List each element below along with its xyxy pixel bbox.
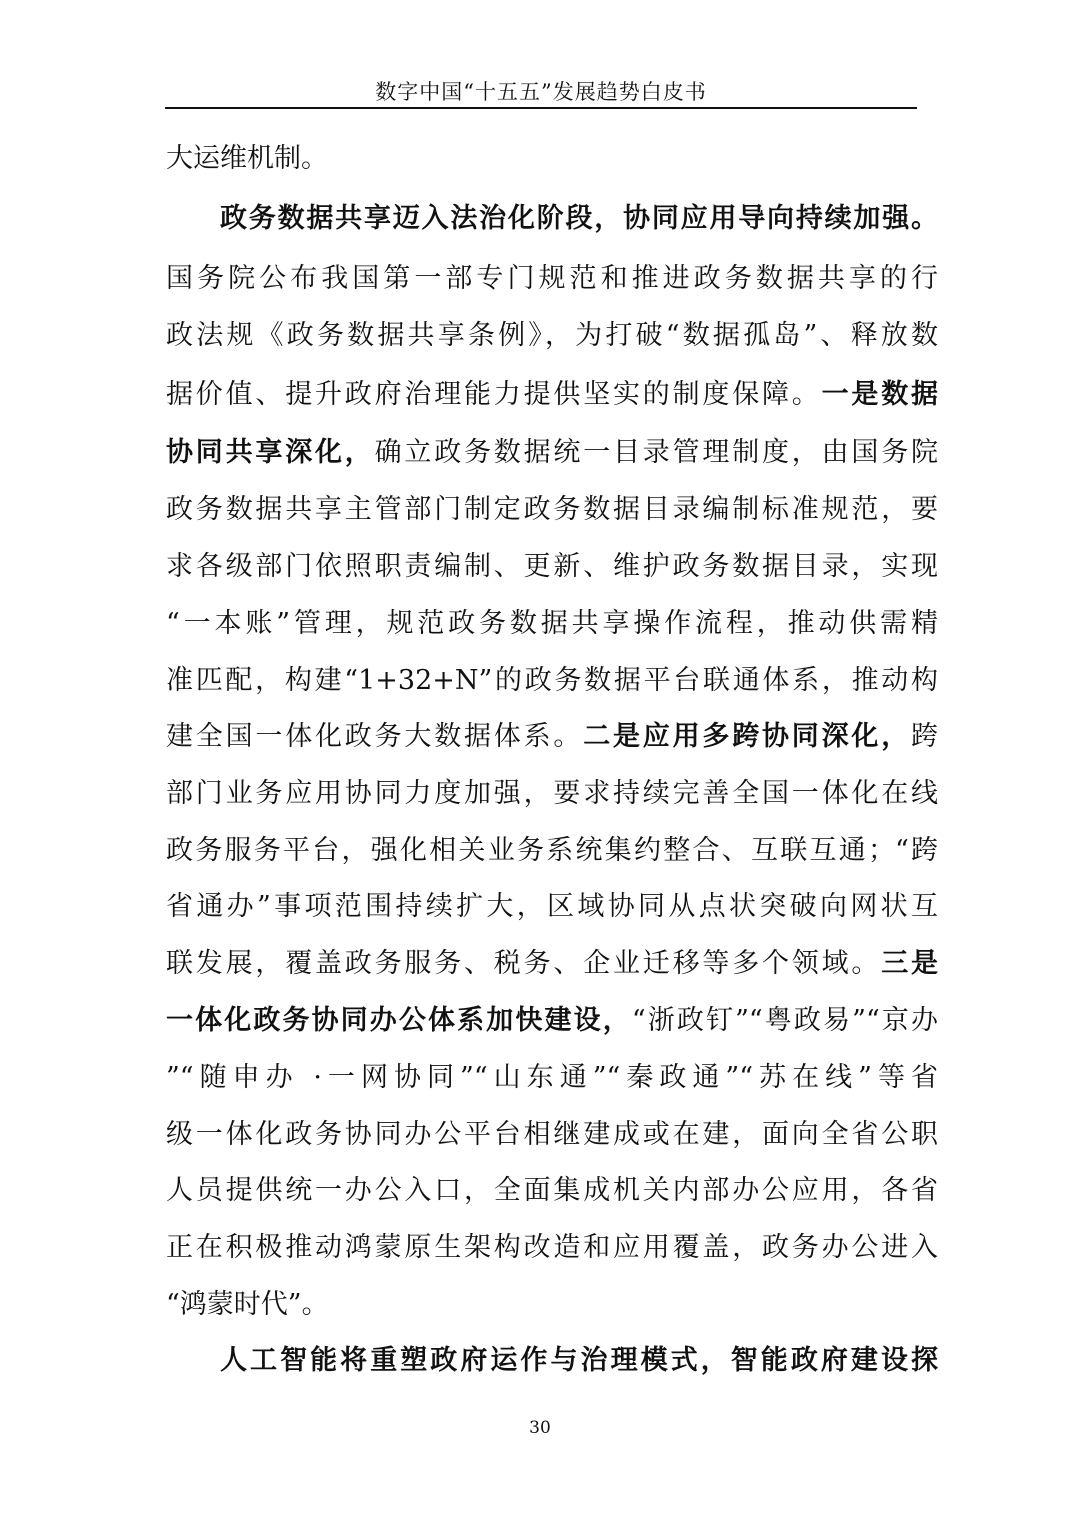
text-line: 大运维机制。 [166, 143, 328, 174]
text-line: 联发展，覆盖政务服务、税务、企业迁移等多个领域。三是 [166, 948, 938, 979]
running-header: 数字中国“十五五”发展趋势白皮书 [375, 80, 707, 104]
text-line: 级一体化政务协同办公平台相继建成或在建，面向全省公职 [166, 1119, 938, 1150]
text-line: “鸿蒙时代”。 [166, 1289, 329, 1320]
text-line: 政务数据共享主管部门制定政务数据目录编制标准规范，要 [166, 494, 938, 525]
section-lead: 人工智能将重塑政府运作与治理模式，智能政府建设探 [220, 1345, 938, 1376]
text-line: 求各级部门依照职责编制、更新、维护政务数据目录，实现 [166, 551, 938, 582]
text-line: 准匹配，构建“1+32+N”的政务数据平台联通体系，推动构 [166, 665, 938, 696]
text-line: 一体化政务协同办公体系加快建设，“浙政钉”“粤政易”“京办 [166, 1005, 938, 1036]
text-line: “一本账”管理，规范政务数据共享操作流程，推动供需精 [166, 608, 938, 639]
page-number: 30 [529, 1418, 551, 1438]
text-line: 据价值、提升政府治理能力提供坚实的制度保障。一是数据 [166, 379, 938, 410]
text-line: 国务院公布我国第一部专门规范和推进政务数据共享的行 [166, 263, 938, 294]
section-lead: 政务数据共享迈入法治化阶段，协同应用导向持续加强。 [220, 203, 938, 234]
text-line: ”“随申办 ·一网协同”“山东通”“秦政通”“苏在线”等省 [166, 1062, 938, 1093]
text-line: 协同共享深化，确立政务数据统一目录管理制度，由国务院 [166, 437, 938, 468]
text-line: 部门业务应用协同力度加强，要求持续完善全国一体化在线 [166, 778, 938, 809]
text-line: 人员提供统一办公入口，全面集成机关内部办公应用，各省 [166, 1175, 938, 1206]
text-line: 政务服务平台，强化相关业务系统集约整合、互联互通；“跨 [166, 835, 938, 866]
text-line: 建全国一体化政务大数据体系。二是应用多跨协同深化，跨 [166, 721, 938, 752]
text-line: 省通办”事项范围持续扩大，区域协同从点状突破向网状互 [166, 891, 938, 922]
text-line: 正在积极推动鸿蒙原生架构改造和应用覆盖，政务办公进入 [166, 1232, 938, 1263]
text-line: 政法规《政务数据共享条例》，为打破“数据孤岛”、释放数 [166, 320, 938, 351]
header-rule [165, 107, 917, 109]
